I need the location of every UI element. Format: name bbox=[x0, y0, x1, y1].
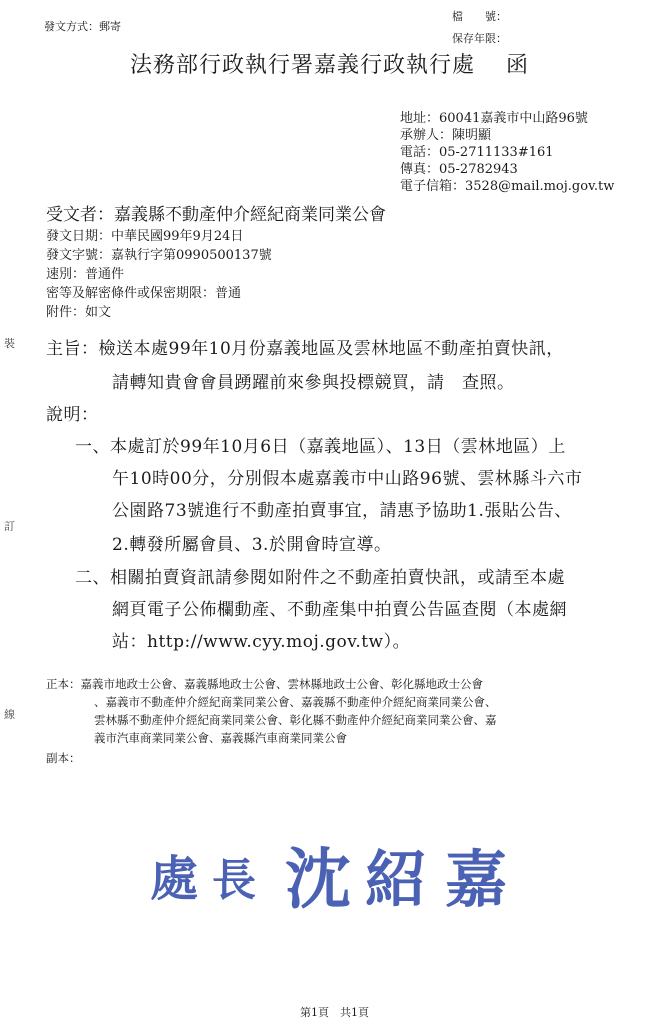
seal-char-name-2: 紹 bbox=[365, 843, 428, 916]
binding-mark-bottom: 線 bbox=[4, 708, 15, 721]
agency-title: 法務部行政執行署嘉義行政執行處 函 bbox=[130, 53, 529, 78]
contact-fax: 傳真：05-2782943 bbox=[400, 162, 518, 177]
distribution-main-line-1: 正本：嘉義市地政士公會、嘉義縣地政士公會、雲林縣地政士公會、彰化縣地政士公會 bbox=[46, 677, 483, 691]
contact-email: 電子信箱：3528@mail.moj.gov.tw bbox=[400, 179, 615, 194]
distribution-main-line-2: 、嘉義市不動產仲介經紀商業同業公會、嘉義縣不動產仲介經紀商業同業公會、 bbox=[94, 695, 497, 709]
document-number: 發文字號：嘉執行字第0990500137號 bbox=[46, 248, 272, 263]
item-2-line-3: 站：http://www.cyy.moj.gov.tw）。 bbox=[112, 632, 411, 652]
speed-class: 速別：普通件 bbox=[46, 267, 125, 282]
retention-label: 保存年限： bbox=[452, 32, 507, 45]
subject-line-2: 請轉知貴會會員踴躍前來參與投標競買，請 查照。 bbox=[112, 373, 515, 393]
item-2-line-2: 網頁電子公佈欄動產、不動產集中拍賣公告區查閱（本處網 bbox=[112, 600, 567, 620]
file-number-label: 檔 號： bbox=[452, 10, 507, 23]
distribution-main-line-3: 雲林縣不動產仲介經紀商業同業公會、彰化縣不動產仲介經紀商業同業公會、嘉 bbox=[94, 713, 497, 727]
binding-mark-middle: 訂 bbox=[4, 520, 15, 533]
binding-mark-top: 裝 bbox=[4, 337, 15, 350]
item-1-line-3: 公園路73號進行不動產拍賣事宜，請惠予協助1.張貼公告、 bbox=[112, 501, 572, 521]
send-method: 發文方式：郵寄 bbox=[44, 20, 121, 33]
subject-line-1: 主旨：檢送本處99年10月份嘉義地區及雲林地區不動產拍賣快訊， bbox=[46, 339, 564, 359]
secrecy-level: 密等及解密條件或保密期限：普通 bbox=[46, 286, 242, 301]
page-footer: 第1頁 共1頁 bbox=[300, 1006, 369, 1019]
item-2-line-1: 二、相關拍賣資訊請參閱如附件之不動產拍賣快訊，或請至本處 bbox=[75, 568, 565, 588]
contact-phone: 電話：05-2711133#161 bbox=[400, 145, 554, 160]
item-1-line-2: 午10時00分，分別假本處嘉義市中山路96號、雲林縣斗六市 bbox=[112, 469, 583, 489]
seal-char-name-3: 嘉 bbox=[445, 843, 508, 916]
issue-date: 發文日期：中華民國99年9月24日 bbox=[46, 229, 244, 244]
recipient: 受文者：嘉義縣不動產仲介經紀商業同業公會 bbox=[46, 205, 386, 225]
contact-handler: 承辦人：陳明顯 bbox=[400, 128, 492, 143]
explanation-label: 說明： bbox=[46, 405, 99, 425]
seal-char-title-1: 處 bbox=[150, 851, 199, 907]
distribution-main-line-4: 義市汽車商業同業公會、嘉義縣汽車商業同業公會 bbox=[94, 731, 347, 745]
seal-char-title-2: 長 bbox=[212, 855, 256, 906]
director-seal bbox=[150, 820, 530, 930]
item-1-line-1: 一、本處訂於99年10月6日（嘉義地區）、13日（雲林地區）上 bbox=[75, 437, 566, 457]
item-1-line-4: 2.轉發所屬會員、3.於開會時宣導。 bbox=[112, 535, 392, 555]
attachment: 附件：如文 bbox=[46, 305, 112, 320]
contact-address: 地址：60041嘉義市中山路96號 bbox=[400, 111, 588, 126]
seal-char-name-1: 沈 bbox=[285, 840, 351, 918]
distribution-copy: 副本： bbox=[46, 751, 81, 765]
